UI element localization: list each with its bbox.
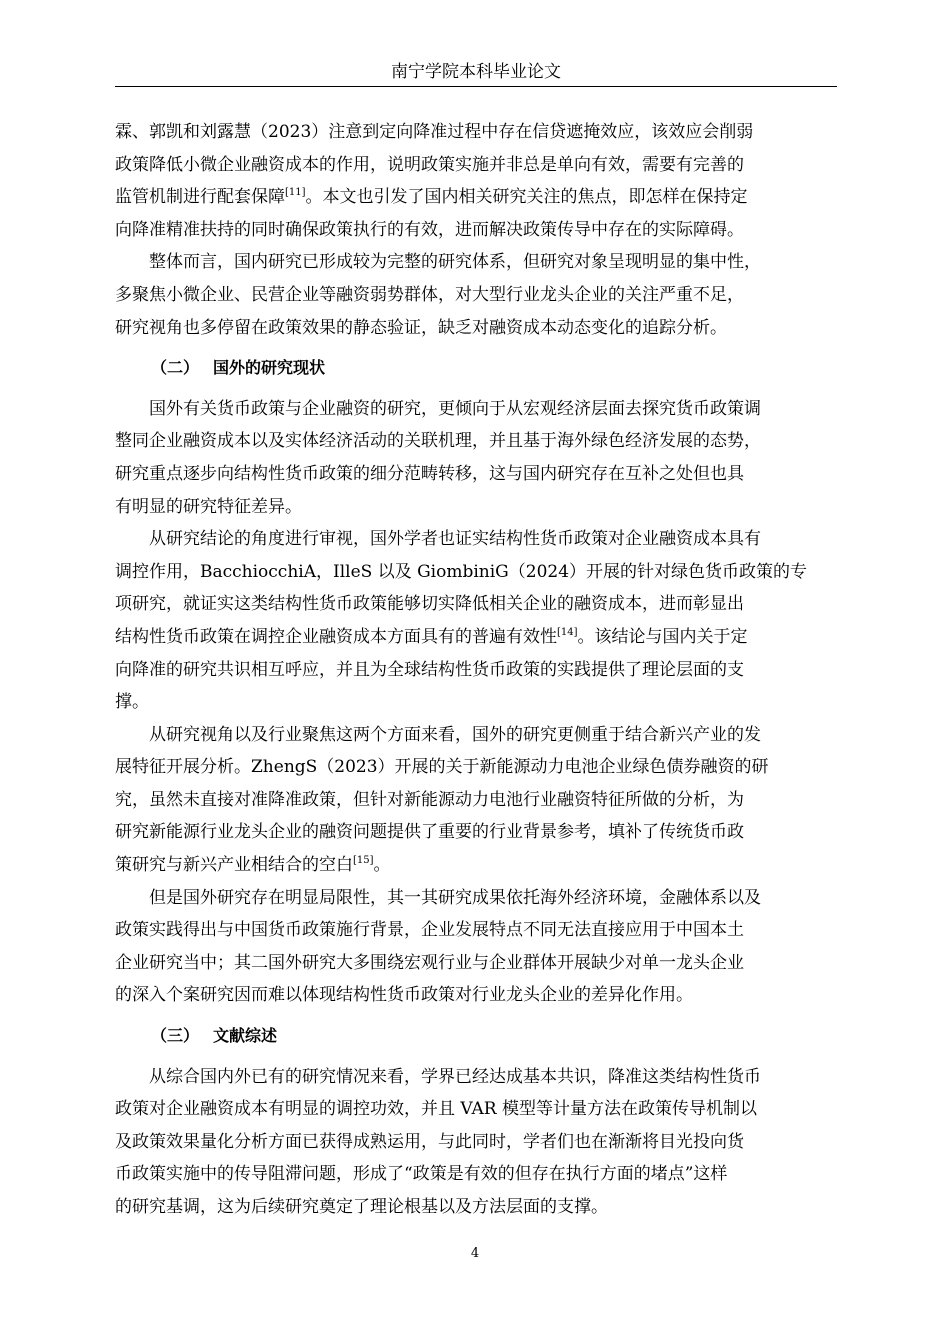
text-line: 调控作用，BacchiocchiA，IlleS 以及 GiombiniG（2024）开展的针对绿色货币政策的专 [115, 561, 808, 582]
text-line: 究，虽然未直接对准降准政策，但针对新能源动力电池行业融资特征所做的分析，为 [115, 789, 744, 810]
text-line: 研究新能源行业龙头企业的融资问题提供了重要的行业背景参考，填补了传统货币政 [115, 822, 744, 843]
heading-text: 文献综述 [213, 1026, 278, 1046]
text-segment: 监管机制进行配套保障 [115, 187, 285, 208]
text-line [115, 621, 837, 654]
page-body [115, 116, 837, 1224]
text-segment: 结构性货币政策在调控企业融资成本方面具有的普遍有效性 [115, 626, 557, 647]
text-line: 及政策效果量化分析方面已获得成熟运用，与此同时，学者们也在渐渐将目光投向货 [115, 1131, 744, 1152]
citation-ref: [11] [285, 187, 306, 199]
text-line: 企业研究当中；其二国外研究大多围绕宏观行业与企业群体开展缺少对单一龙头企业 [115, 952, 744, 973]
text-line: 向降准的研究共识相互呼应，并且为全球结构性货币政策的实践提供了理论层面的支 [115, 659, 744, 680]
text-line: 整体而言，国内研究已形成较为完整的研究体系，但研究对象呈现明显的集中性， [149, 252, 761, 273]
text-line: 从研究视角以及行业聚焦这两个方面来看，国外的研究更侧重于结合新兴产业的发 [149, 724, 761, 745]
paragraph-3 [115, 393, 837, 523]
text-segment: 。本文也引发了国内相关研究关注的焦点，即怎样在保持定 [305, 187, 748, 208]
header-title: 南宁学院本科毕业论文 [391, 62, 561, 82]
citation-ref: [15] [353, 855, 374, 867]
text-line: 向降准精准扶持的同时确保政策执行的有效，进而解决政策传导中存在的实际障碍。 [115, 219, 744, 240]
text-segment: 。该结论与国内关于定 [577, 626, 748, 647]
page-header [115, 58, 837, 87]
text-line: 撑。 [115, 692, 149, 713]
text-line: 从研究结论的角度进行审视，国外学者也证实结构性货币政策对企业融资成本具有 [149, 529, 761, 550]
text-line: 从综合国内外已有的研究情况来看，学界已经达成基本共识，降准这类结构性货币 [149, 1066, 761, 1087]
text-line: 政策对企业融资成本有明显的调控功效，并且 VAR 模型等计量方法在政策传导机制以 [115, 1099, 758, 1120]
page-number: 4 [470, 1246, 480, 1261]
section-heading-2 [115, 352, 837, 385]
heading-text: 国外的研究现状 [213, 358, 326, 378]
paragraph-1 [115, 116, 837, 246]
text-line: 但是国外研究存在明显局限性，其一其研究成果依托海外经济环境，金融体系以及 [149, 887, 761, 908]
heading-number: （三） [151, 1026, 200, 1046]
text-line: 国外有关货币政策与企业融资的研究，更倾向于从宏观经济层面去探究货币政策调 [149, 398, 761, 419]
text-line: 多聚焦小微企业、民营企业等融资弱势群体，对大型行业龙头企业的关注严重不足， [115, 284, 744, 305]
text-line: 政策降低小微企业融资成本的作用，说明政策实施并非总是单向有效，需要有完善的 [115, 154, 744, 175]
heading-number: （二） [151, 358, 200, 378]
text-line: 有明显的研究特征差异。 [115, 496, 302, 517]
citation-ref: [14] [557, 626, 578, 638]
text-line: 政策实践得出与中国货币政策施行背景，企业发展特点不同无法直接应用于中国本土 [115, 920, 744, 941]
text-line: 整同企业融资成本以及实体经济活动的关联机理，并且基于海外绿色经济发展的态势， [115, 431, 761, 452]
text-line: 研究视角也多停留在政策效果的静态验证，缺乏对融资成本动态变化的追踪分析。 [115, 317, 727, 338]
text-line: 霖、郭凯和刘露慧（2023）注意到定向降准过程中存在信贷遮掩效应，该效应会削弱 [115, 122, 754, 142]
section-heading-3 [115, 1020, 837, 1053]
text-segment: 策研究与新兴产业相结合的空白 [115, 855, 353, 876]
text-line [115, 181, 837, 214]
paragraph-7 [115, 1061, 837, 1224]
paragraph-5 [115, 719, 837, 882]
paragraph-4 [115, 523, 837, 719]
text-line: 币政策实施中的传导阻滞问题，形成了“政策是有效的但存在执行方面的堵点”这样 [115, 1164, 728, 1185]
text-line: 展特征开展分析。ZhengS（2023）开展的关于新能源动力电池企业绿色债券融资的研 [115, 757, 769, 778]
text-line: 项研究，就证实这类结构性货币政策能够切实降低相关企业的融资成本，进而彰显出 [115, 594, 744, 615]
paragraph-2 [115, 246, 837, 344]
text-line: 研究重点逐步向结构性货币政策的细分范畴转移，这与国内研究存在互补之处但也具 [115, 463, 744, 484]
text-line: 的深入个案研究因而难以体现结构性货币政策对行业龙头企业的差异化作用。 [115, 985, 693, 1006]
text-segment: 。 [373, 855, 391, 876]
text-line: 的研究基调，这为后续研究奠定了理论根基以及方法层面的支撑。 [115, 1197, 608, 1217]
paragraph-6 [115, 882, 837, 1012]
text-line [115, 849, 837, 882]
